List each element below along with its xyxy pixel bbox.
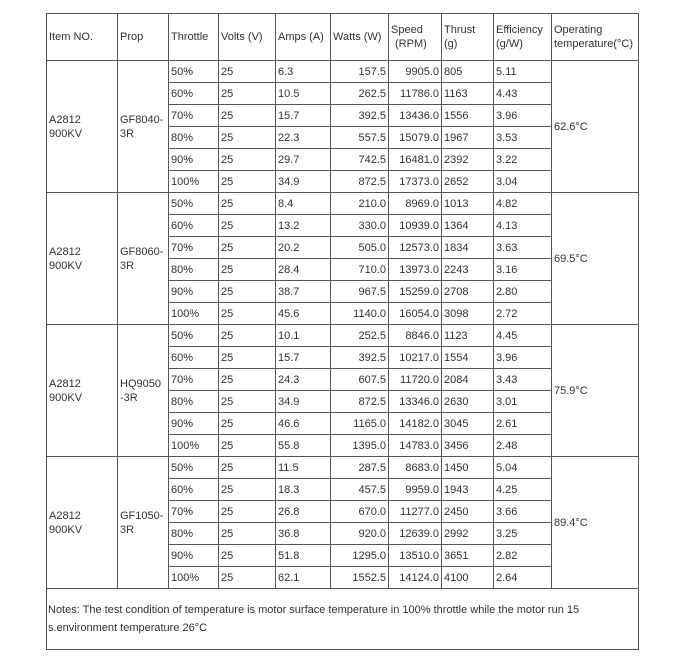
thrust-cell: 3098 xyxy=(442,303,494,325)
amps-cell: 26.8 xyxy=(276,501,331,523)
prop-line2: 3R xyxy=(120,127,135,140)
efficiency-cell: 2.82 xyxy=(494,545,552,567)
efficiency-cell: 3.66 xyxy=(494,501,552,523)
header-amps: Amps (A) xyxy=(276,14,331,61)
table-row xyxy=(47,61,639,83)
thrust-cell: 4100 xyxy=(442,567,494,589)
watts-cell: 1295.0 xyxy=(331,545,389,567)
speed-cell: 10217.0 xyxy=(389,347,442,369)
watts-cell: 330.0 xyxy=(331,215,389,237)
volts-cell: 25 xyxy=(219,545,276,567)
throttle-cell: 60% xyxy=(169,347,219,369)
volts-cell: 25 xyxy=(219,501,276,523)
temperature-cell: 69.5°C xyxy=(552,193,639,325)
prop-line2: 3R xyxy=(120,523,135,536)
thrust-cell: 1834 xyxy=(442,237,494,259)
header-thrust: Thrust (g) xyxy=(442,14,494,61)
efficiency-cell: 2.72 xyxy=(494,303,552,325)
thrust-cell: 1163 xyxy=(442,83,494,105)
thrust-cell: 2992 xyxy=(442,523,494,545)
amps-cell: 22.3 xyxy=(276,127,331,149)
throttle-cell: 60% xyxy=(169,215,219,237)
efficiency-cell: 3.22 xyxy=(494,149,552,171)
prop-line2: 3R xyxy=(120,259,135,272)
speed-cell: 8969.0 xyxy=(389,193,442,215)
throttle-cell: 100% xyxy=(169,303,219,325)
thrust-cell: 1364 xyxy=(442,215,494,237)
efficiency-cell: 3.63 xyxy=(494,237,552,259)
watts-cell: 920.0 xyxy=(331,523,389,545)
speed-cell: 16054.0 xyxy=(389,303,442,325)
prop-cell xyxy=(118,457,169,589)
notes-row xyxy=(47,589,639,650)
item-no-line2: 900KV xyxy=(49,259,83,272)
throttle-cell: 70% xyxy=(169,105,219,127)
thrust-cell: 2084 xyxy=(442,369,494,391)
watts-cell: 210.0 xyxy=(331,193,389,215)
amps-cell: 20.2 xyxy=(276,237,331,259)
watts-cell: 710.0 xyxy=(331,259,389,281)
volts-cell: 25 xyxy=(219,61,276,83)
thrust-cell: 1123 xyxy=(442,325,494,347)
throttle-cell: 80% xyxy=(169,127,219,149)
item-no-line2: 900KV xyxy=(49,523,83,536)
item-no-line1: A2812 xyxy=(49,245,81,258)
amps-cell: 10.5 xyxy=(276,83,331,105)
thrust-cell: 3456 xyxy=(442,435,494,457)
thrust-cell: 1556 xyxy=(442,105,494,127)
efficiency-cell: 2.61 xyxy=(494,413,552,435)
amps-cell: 10.1 xyxy=(276,325,331,347)
amps-cell: 8.4 xyxy=(276,193,331,215)
speed-cell: 8846.0 xyxy=(389,325,442,347)
amps-cell: 15.7 xyxy=(276,347,331,369)
watts-cell: 557.5 xyxy=(331,127,389,149)
throttle-cell: 80% xyxy=(169,523,219,545)
item-no-cell xyxy=(47,457,118,589)
thrust-cell: 1450 xyxy=(442,457,494,479)
header-item-no: Item NO. xyxy=(47,14,118,61)
thrust-cell: 2652 xyxy=(442,171,494,193)
volts-cell: 25 xyxy=(219,479,276,501)
watts-cell: 392.5 xyxy=(331,105,389,127)
prop-line1: HQ9050 xyxy=(120,377,161,390)
throttle-cell: 50% xyxy=(169,193,219,215)
efficiency-cell: 3.53 xyxy=(494,127,552,149)
header-volts: Volts (V) xyxy=(219,14,276,61)
watts-cell: 1552.5 xyxy=(331,567,389,589)
header-temperature: Operating temperature(°C) xyxy=(552,14,639,61)
watts-cell: 1165.0 xyxy=(331,413,389,435)
prop-line1: GF8040- xyxy=(120,113,164,126)
watts-cell: 457.5 xyxy=(331,479,389,501)
speed-cell: 13973.0 xyxy=(389,259,442,281)
efficiency-cell: 3.16 xyxy=(494,259,552,281)
temperature-cell: 62.6°C xyxy=(552,61,639,193)
amps-cell: 34.9 xyxy=(276,171,331,193)
header-efficiency: Efficiency (g/W) xyxy=(494,14,552,61)
throttle-cell: 60% xyxy=(169,479,219,501)
header-speed: Speed (RPM) xyxy=(389,14,442,61)
thrust-cell: 2708 xyxy=(442,281,494,303)
speed-cell: 17373.0 xyxy=(389,171,442,193)
volts-cell: 25 xyxy=(219,413,276,435)
temperature-cell: 75.9°C xyxy=(552,325,639,457)
volts-cell: 25 xyxy=(219,215,276,237)
throttle-cell: 70% xyxy=(169,237,219,259)
thrust-cell: 1013 xyxy=(442,193,494,215)
item-no-cell xyxy=(47,325,118,457)
speed-cell: 11720.0 xyxy=(389,369,442,391)
prop-cell xyxy=(118,325,169,457)
speed-cell: 14182.0 xyxy=(389,413,442,435)
efficiency-cell: 4.82 xyxy=(494,193,552,215)
throttle-cell: 90% xyxy=(169,413,219,435)
watts-cell: 607.5 xyxy=(331,369,389,391)
volts-cell: 25 xyxy=(219,303,276,325)
efficiency-cell: 3.96 xyxy=(494,105,552,127)
amps-cell: 51.8 xyxy=(276,545,331,567)
notes-text: Notes: The test condition of temperature is motor surface temperature in 100% throttle while the motor run 15 s.environment temperature 26°C xyxy=(47,589,639,650)
throttle-cell: 50% xyxy=(169,325,219,347)
speed-cell: 9959.0 xyxy=(389,479,442,501)
throttle-cell: 80% xyxy=(169,391,219,413)
thrust-cell: 3651 xyxy=(442,545,494,567)
speed-cell: 12573.0 xyxy=(389,237,442,259)
speed-cell: 8683.0 xyxy=(389,457,442,479)
amps-cell: 18.3 xyxy=(276,479,331,501)
thrust-cell: 2392 xyxy=(442,149,494,171)
efficiency-cell: 4.13 xyxy=(494,215,552,237)
throttle-cell: 70% xyxy=(169,369,219,391)
speed-cell: 14783.0 xyxy=(389,435,442,457)
speed-cell: 13510.0 xyxy=(389,545,442,567)
efficiency-cell: 4.25 xyxy=(494,479,552,501)
efficiency-cell: 3.25 xyxy=(494,523,552,545)
volts-cell: 25 xyxy=(219,567,276,589)
throttle-cell: 90% xyxy=(169,281,219,303)
item-no-line1: A2812 xyxy=(49,113,81,126)
item-no-line1: A2812 xyxy=(49,509,81,522)
efficiency-cell: 5.11 xyxy=(494,61,552,83)
efficiency-cell: 2.64 xyxy=(494,567,552,589)
speed-cell: 9905.0 xyxy=(389,61,442,83)
thrust-cell: 2630 xyxy=(442,391,494,413)
amps-cell: 15.7 xyxy=(276,105,331,127)
watts-cell: 872.5 xyxy=(331,171,389,193)
speed-cell: 15079.0 xyxy=(389,127,442,149)
efficiency-cell: 3.01 xyxy=(494,391,552,413)
watts-cell: 872.5 xyxy=(331,391,389,413)
header-watts: Watts (W) xyxy=(331,14,389,61)
volts-cell: 25 xyxy=(219,259,276,281)
speed-cell: 10939.0 xyxy=(389,215,442,237)
header-throttle: Throttle xyxy=(169,14,219,61)
header-row xyxy=(47,14,639,61)
amps-cell: 29.7 xyxy=(276,149,331,171)
throttle-cell: 70% xyxy=(169,501,219,523)
efficiency-cell: 2.80 xyxy=(494,281,552,303)
throttle-cell: 100% xyxy=(169,567,219,589)
speed-cell: 12639.0 xyxy=(389,523,442,545)
motor-spec-table xyxy=(46,13,639,650)
speed-cell: 11786.0 xyxy=(389,83,442,105)
watts-cell: 505.0 xyxy=(331,237,389,259)
amps-cell: 34.9 xyxy=(276,391,331,413)
throttle-cell: 100% xyxy=(169,171,219,193)
table-row xyxy=(47,193,639,215)
watts-cell: 262.5 xyxy=(331,83,389,105)
throttle-cell: 100% xyxy=(169,435,219,457)
temperature-cell: 89.4°C xyxy=(552,457,639,589)
thrust-cell: 805 xyxy=(442,61,494,83)
amps-cell: 24.3 xyxy=(276,369,331,391)
item-no-cell xyxy=(47,193,118,325)
volts-cell: 25 xyxy=(219,369,276,391)
efficiency-cell: 2.48 xyxy=(494,435,552,457)
volts-cell: 25 xyxy=(219,435,276,457)
thrust-cell: 1967 xyxy=(442,127,494,149)
throttle-cell: 90% xyxy=(169,149,219,171)
volts-cell: 25 xyxy=(219,83,276,105)
speed-cell: 13436.0 xyxy=(389,105,442,127)
watts-cell: 967.5 xyxy=(331,281,389,303)
watts-cell: 742.5 xyxy=(331,149,389,171)
watts-cell: 670.0 xyxy=(331,501,389,523)
prop-cell xyxy=(118,193,169,325)
amps-cell: 6.3 xyxy=(276,61,331,83)
volts-cell: 25 xyxy=(219,325,276,347)
volts-cell: 25 xyxy=(219,523,276,545)
prop-cell xyxy=(118,61,169,193)
volts-cell: 25 xyxy=(219,237,276,259)
amps-cell: 62.1 xyxy=(276,567,331,589)
efficiency-cell: 4.43 xyxy=(494,83,552,105)
thrust-cell: 1943 xyxy=(442,479,494,501)
efficiency-cell: 5.04 xyxy=(494,457,552,479)
amps-cell: 28.4 xyxy=(276,259,331,281)
amps-cell: 11.5 xyxy=(276,457,331,479)
watts-cell: 392.5 xyxy=(331,347,389,369)
prop-line2: -3R xyxy=(120,391,138,404)
table-row xyxy=(47,457,639,479)
watts-cell: 157.5 xyxy=(331,61,389,83)
watts-cell: 252.5 xyxy=(331,325,389,347)
speed-cell: 11277.0 xyxy=(389,501,442,523)
volts-cell: 25 xyxy=(219,193,276,215)
volts-cell: 25 xyxy=(219,391,276,413)
speed-cell: 14124.0 xyxy=(389,567,442,589)
watts-cell: 287.5 xyxy=(331,457,389,479)
volts-cell: 25 xyxy=(219,281,276,303)
efficiency-cell: 4.45 xyxy=(494,325,552,347)
volts-cell: 25 xyxy=(219,127,276,149)
volts-cell: 25 xyxy=(219,347,276,369)
amps-cell: 55.8 xyxy=(276,435,331,457)
amps-cell: 46.6 xyxy=(276,413,331,435)
table-body xyxy=(47,61,639,589)
volts-cell: 25 xyxy=(219,105,276,127)
volts-cell: 25 xyxy=(219,171,276,193)
thrust-cell: 1554 xyxy=(442,347,494,369)
volts-cell: 25 xyxy=(219,149,276,171)
amps-cell: 38.7 xyxy=(276,281,331,303)
volts-cell: 25 xyxy=(219,457,276,479)
header-prop: Prop xyxy=(118,14,169,61)
amps-cell: 13.2 xyxy=(276,215,331,237)
amps-cell: 36.8 xyxy=(276,523,331,545)
table-row xyxy=(47,325,639,347)
watts-cell: 1140.0 xyxy=(331,303,389,325)
efficiency-cell: 3.04 xyxy=(494,171,552,193)
item-no-line2: 900KV xyxy=(49,127,83,140)
amps-cell: 45.6 xyxy=(276,303,331,325)
speed-cell: 15259.0 xyxy=(389,281,442,303)
speed-cell: 13346.0 xyxy=(389,391,442,413)
item-no-line2: 900KV xyxy=(49,391,83,404)
item-no-cell xyxy=(47,61,118,193)
throttle-cell: 60% xyxy=(169,83,219,105)
thrust-cell: 2243 xyxy=(442,259,494,281)
speed-cell: 16481.0 xyxy=(389,149,442,171)
throttle-cell: 50% xyxy=(169,457,219,479)
prop-line1: GF8060- xyxy=(120,245,164,258)
item-no-line1: A2812 xyxy=(49,377,81,390)
prop-line1: GF1050- xyxy=(120,509,164,522)
efficiency-cell: 3.96 xyxy=(494,347,552,369)
throttle-cell: 90% xyxy=(169,545,219,567)
throttle-cell: 50% xyxy=(169,61,219,83)
watts-cell: 1395.0 xyxy=(331,435,389,457)
thrust-cell: 3045 xyxy=(442,413,494,435)
thrust-cell: 2450 xyxy=(442,501,494,523)
throttle-cell: 80% xyxy=(169,259,219,281)
efficiency-cell: 3.43 xyxy=(494,369,552,391)
